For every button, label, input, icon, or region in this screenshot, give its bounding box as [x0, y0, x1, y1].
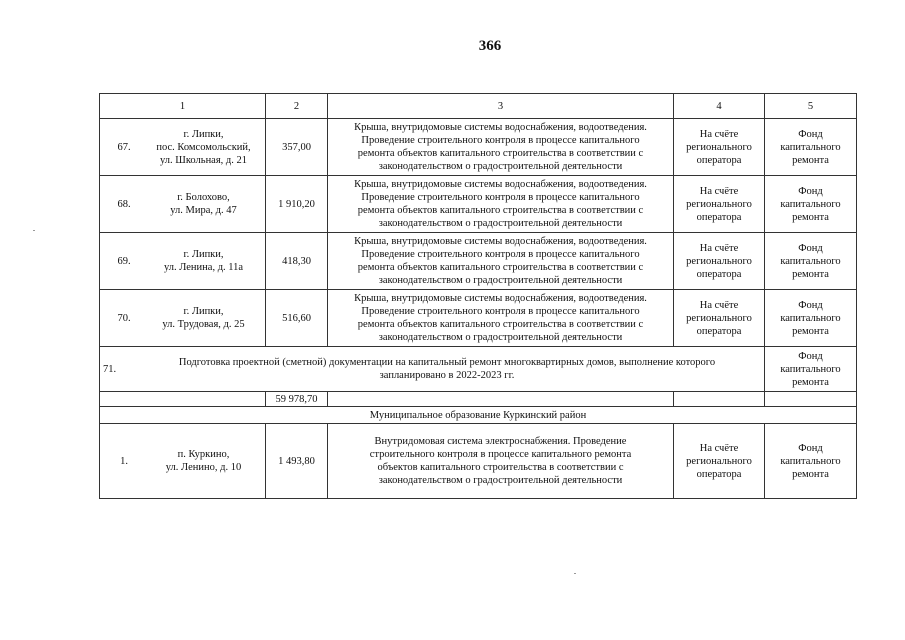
object-cell	[100, 119, 266, 176]
page-number: 366	[478, 38, 502, 54]
row-number: 70.	[117, 312, 131, 324]
work-line: законодательством о градостроительной деятельности	[378, 161, 623, 172]
address-line: п. Куркино,	[177, 449, 230, 460]
table-row	[100, 290, 857, 347]
col-header-1: 1	[100, 94, 266, 119]
fund-cell	[765, 176, 857, 233]
work-line: законодательством о градостроительной деятельности	[378, 275, 623, 286]
address-line: г. Болохово,	[177, 192, 230, 203]
account-line: На счёте	[699, 242, 739, 254]
total-row	[100, 392, 857, 407]
table-row	[100, 233, 857, 290]
account-line: На счёте	[699, 299, 739, 311]
work-description-cell	[328, 290, 674, 347]
object-cell	[100, 290, 266, 347]
fund-line: Фонд	[798, 242, 823, 254]
work-line: строительного контроля в процессе капитального ремонта	[369, 449, 632, 460]
work-line: объектов капитального строительства в соответствии с	[377, 462, 624, 473]
address	[145, 305, 262, 331]
fund-line: капитального	[780, 363, 841, 375]
fund-cell	[765, 233, 857, 290]
row-number: 69.	[117, 255, 131, 267]
design-docs-text	[133, 356, 761, 382]
fund-line: ремонта	[792, 211, 829, 223]
amount-cell: 516,60	[266, 290, 328, 347]
fund-line: ремонта	[792, 154, 829, 166]
address-line: ул. Ленино, д. 10	[165, 462, 242, 473]
work-description-cell	[328, 176, 674, 233]
empty-cell	[765, 392, 857, 407]
design-docs-cell	[100, 347, 765, 392]
table-row	[100, 347, 857, 392]
work-description-cell	[328, 119, 674, 176]
total-label-cell	[100, 392, 266, 407]
fund-line: капитального	[780, 141, 841, 153]
header-row	[100, 94, 857, 119]
col-header-5: 5	[765, 94, 857, 119]
row-number: 71.	[103, 363, 117, 375]
account-line: На счёте	[699, 128, 739, 140]
account-line: регионального	[686, 198, 752, 210]
fund-line: Фонд	[798, 299, 823, 311]
region-row	[100, 407, 857, 424]
account-line: оператора	[696, 211, 742, 223]
work-line: Внутридомовая система электроснабжения. Проведение	[374, 436, 627, 447]
work-line: ремонта объектов капитального строительства в соответствии с	[357, 148, 644, 159]
account-line: регионального	[686, 455, 752, 467]
total-amount: 59 978,70	[266, 392, 328, 407]
amount-cell: 1 910,20	[266, 176, 328, 233]
region-title: Муниципальное образование Куркинский район	[100, 407, 857, 424]
fund-cell	[765, 347, 857, 392]
work-description-cell	[328, 233, 674, 290]
fund-line: ремонта	[792, 376, 829, 388]
account-cell	[674, 424, 765, 499]
work-line: Проведение строительного контроля в процессе капитального	[361, 192, 640, 203]
account-line: оператора	[696, 468, 742, 480]
scan-speck	[574, 573, 576, 574]
account-cell	[674, 233, 765, 290]
work-line: ремонта объектов капитального строительства в соответствии с	[357, 262, 644, 273]
account-line: оператора	[696, 154, 742, 166]
work-line: Крыша, внутридомовые системы водоснабжения, водоотведения.	[354, 293, 647, 304]
fund-line: Фонд	[798, 185, 823, 197]
account-cell	[674, 290, 765, 347]
address-line: ул. Ленина, д. 11а	[163, 262, 244, 273]
address-line: пос. Комсомольский,	[156, 141, 251, 153]
amount-cell: 1 493,80	[266, 424, 328, 499]
object-cell	[100, 424, 266, 499]
table-row	[100, 119, 857, 176]
fund-line: Фонд	[798, 350, 823, 362]
table-row	[100, 176, 857, 233]
address-line: ул. Школьная, д. 21	[159, 154, 248, 166]
fund-cell	[765, 290, 857, 347]
object-cell	[100, 233, 266, 290]
empty-cell	[674, 392, 765, 407]
scan-speck	[33, 230, 35, 231]
account-line: регионального	[686, 312, 752, 324]
work-line: Крыша, внутридомовые системы водоснабжения, водоотведения.	[354, 122, 647, 133]
fund-line: капитального	[780, 312, 841, 324]
fund-line: Фонд	[798, 442, 823, 454]
work-description-cell	[328, 424, 674, 499]
work-line: законодательством о градостроительной деятельности	[378, 332, 623, 343]
fund-cell	[765, 424, 857, 499]
col-header-4: 4	[674, 94, 765, 119]
address-line: ул. Трудовая, д. 25	[162, 319, 245, 330]
empty-cell	[328, 392, 674, 407]
design-docs-line: Подготовка проектной (сметной) документации на капитальный ремонт многоквартирных домов, выполнение которого	[178, 357, 716, 368]
address-line: ул. Мира, д. 47	[170, 205, 237, 216]
account-line: регионального	[686, 255, 752, 267]
row-number: 1.	[120, 455, 128, 467]
account-line: На счёте	[699, 442, 739, 454]
table-row	[100, 424, 857, 499]
fund-line: ремонта	[792, 468, 829, 480]
col-header-2: 2	[266, 94, 328, 119]
account-line: оператора	[696, 268, 742, 280]
fund-line: ремонта	[792, 268, 829, 280]
fund-line: капитального	[780, 198, 841, 210]
fund-line: Фонд	[798, 128, 823, 140]
capital-repair-table	[99, 93, 857, 499]
work-line: ремонта объектов капитального строительства в соответствии с	[357, 205, 644, 216]
account-cell	[674, 119, 765, 176]
object-cell	[100, 176, 266, 233]
account-line: регионального	[686, 141, 752, 153]
fund-line: капитального	[780, 455, 841, 467]
amount-cell: 357,00	[266, 119, 328, 176]
work-line: законодательством о градостроительной деятельности	[378, 475, 623, 486]
work-line: Проведение строительного контроля в процессе капитального	[361, 249, 640, 260]
amount-cell: 418,30	[266, 233, 328, 290]
row-number: 68.	[117, 198, 131, 210]
col-header-3: 3	[328, 94, 674, 119]
design-docs-line: запланировано в 2022-2023 гг.	[379, 370, 515, 381]
account-cell	[674, 176, 765, 233]
address	[145, 191, 262, 217]
fund-line: ремонта	[792, 325, 829, 337]
fund-line: капитального	[780, 255, 841, 267]
address-line: г. Липки,	[183, 306, 224, 317]
account-line: На счёте	[699, 185, 739, 197]
work-line: Крыша, внутридомовые системы водоснабжения, водоотведения.	[354, 236, 647, 247]
address-line: г. Липки,	[183, 128, 224, 140]
account-line: оператора	[696, 325, 742, 337]
fund-cell	[765, 119, 857, 176]
address	[145, 248, 262, 274]
work-line: ремонта объектов капитального строительства в соответствии с	[357, 319, 644, 330]
address-line: г. Липки,	[183, 249, 224, 260]
work-line: Проведение строительного контроля в процессе капитального	[361, 135, 640, 146]
address	[145, 448, 262, 474]
work-line: законодательством о градостроительной деятельности	[378, 218, 623, 229]
work-line: Проведение строительного контроля в процессе капитального	[361, 306, 640, 317]
row-number: 67.	[117, 141, 131, 153]
work-line: Крыша, внутридомовые системы водоснабжения, водоотведения.	[354, 179, 647, 190]
address	[145, 128, 262, 167]
